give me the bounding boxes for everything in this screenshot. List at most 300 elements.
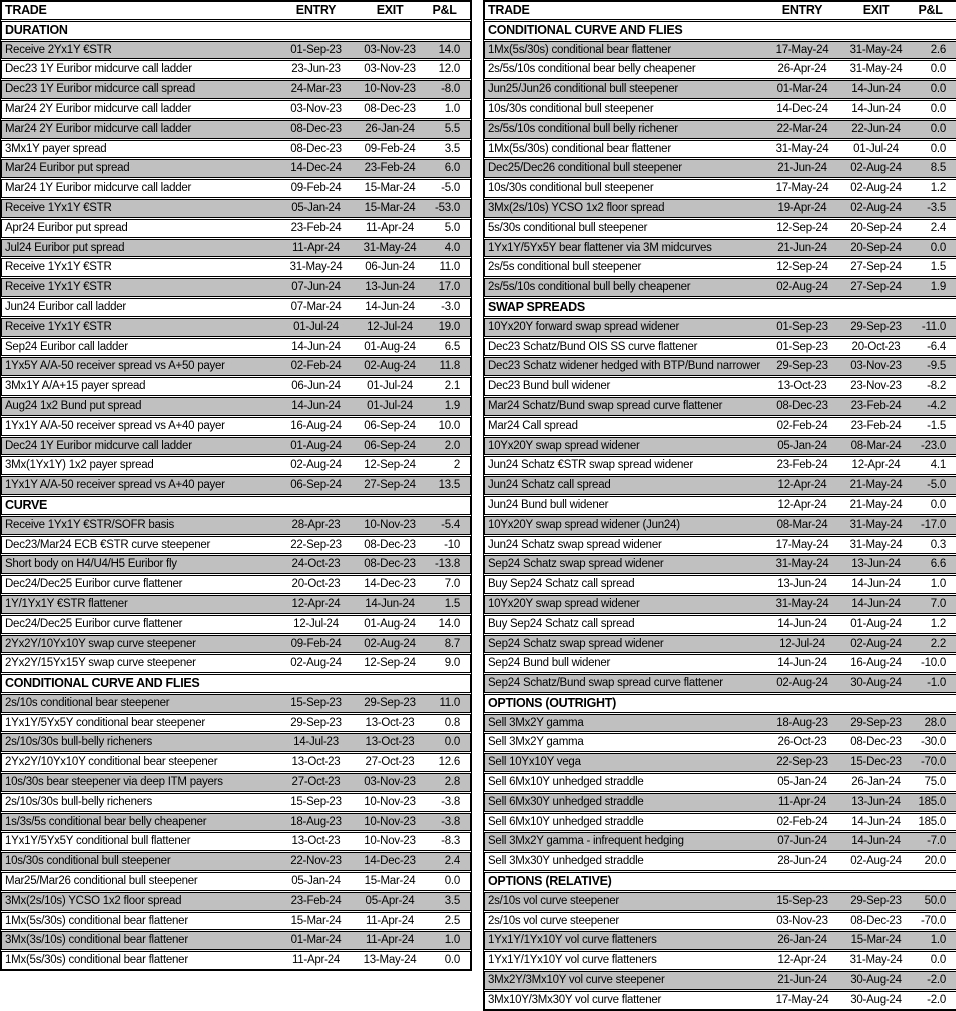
- pnl-cell: 6.0: [444, 162, 460, 175]
- entry-date-cell: 18-Aug-23: [776, 716, 828, 729]
- pnl-cell: 2.5: [444, 914, 460, 927]
- exit-date-cell: 08-Dec-23: [850, 914, 902, 927]
- pnl-cell: -8.2: [927, 380, 946, 393]
- entry-date-cell: 21-Jun-24: [777, 974, 827, 987]
- pnl-cell: -2.0: [927, 993, 946, 1006]
- exit-date-cell: 29-Sep-23: [850, 716, 902, 729]
- exit-date-cell: 05-Apr-24: [365, 894, 415, 907]
- trades-table-left: [0, 0, 472, 971]
- trade-name-cell: Short body on H4/U4/H5 Euribor fly: [5, 558, 177, 571]
- table-row: [484, 140, 956, 159]
- trade-name-cell: 2s/5s/10s conditional bull belly richener: [488, 122, 678, 135]
- pnl-cell: 11.8: [439, 360, 460, 373]
- trade-name-cell: Mar25/Mar26 conditional bull steepener: [5, 875, 198, 888]
- exit-date-cell: 14-Jun-24: [851, 597, 901, 610]
- exit-date-cell: 10-Nov-23: [364, 83, 416, 96]
- entry-date-cell: 12-Apr-24: [777, 498, 827, 511]
- entry-date-cell: 31-May-24: [775, 597, 829, 610]
- pnl-cell: 0.0: [930, 241, 946, 254]
- entry-date-cell: 28-Apr-23: [291, 518, 341, 531]
- pnl-cell: 2: [453, 459, 460, 472]
- trade-name-cell: 1Mx(5s/30s) conditional bear flattener: [488, 142, 671, 155]
- exit-date-cell: 30-Aug-24: [850, 974, 902, 987]
- exit-date-cell: 13-Jun-24: [851, 795, 901, 808]
- exit-date-cell: 02-Aug-24: [364, 360, 416, 373]
- pnl-cell: 10.0: [438, 419, 460, 432]
- pnl-cell: -17.0: [921, 518, 946, 531]
- entry-date-cell: 26-Apr-24: [777, 63, 827, 76]
- exit-date-cell: 10-Nov-23: [364, 835, 416, 848]
- exit-date-cell: 01-Jul-24: [367, 399, 413, 412]
- trade-name-cell: 3Mx1Y A/A+15 payer spread: [5, 380, 146, 393]
- table-row: [484, 595, 956, 614]
- entry-date-cell: 29-Sep-23: [776, 360, 828, 373]
- table-row: [1, 951, 471, 970]
- pnl-cell: 1.5: [444, 597, 460, 610]
- table-row: [1, 931, 471, 950]
- trade-name-cell: Mar24 2Y Euribor midcurve call ladder: [5, 122, 192, 135]
- trade-name-cell: Dec24/Dec25 Euribor curve flattener: [5, 617, 183, 630]
- entry-date-cell: 27-Oct-23: [291, 776, 341, 789]
- section-title: OPTIONS (RELATIVE): [488, 874, 612, 889]
- entry-date-cell: 22-Nov-23: [290, 855, 342, 868]
- entry-date-cell: 15-Mar-24: [290, 914, 342, 927]
- section-title: DURATION: [5, 22, 68, 37]
- pnl-cell: -1.5: [927, 419, 946, 432]
- pnl-cell: 19.0: [438, 320, 460, 333]
- trade-name-cell: Receive 1Yx1Y €STR: [5, 261, 112, 274]
- section-header-row: [484, 694, 956, 713]
- trade-name-cell: Sell 6Mx10Y unhedged straddle: [488, 776, 644, 789]
- pnl-cell: 14.0: [438, 617, 460, 630]
- exit-date-cell: 23-Feb-24: [364, 162, 416, 175]
- pnl-cell: -3.8: [441, 795, 460, 808]
- trade-name-cell: 1Mx(5s/30s) conditional bear flattener: [5, 914, 188, 927]
- trade-name-cell: Jun25/Jun26 conditional bull steepener: [488, 83, 678, 96]
- entry-date-cell: 02-Aug-24: [776, 281, 828, 294]
- exit-date-cell: 14-Dec-23: [364, 578, 416, 591]
- trade-name-cell: 1s/3s/5s conditional bear belly cheapener: [5, 815, 207, 828]
- pnl-cell: 0.0: [444, 736, 460, 749]
- table-row: [484, 971, 956, 990]
- trade-name-cell: Dec23 Schatz/Bund OIS SS curve flattener: [488, 340, 698, 353]
- trade-name-cell: 3Mx(2s/10s) YCSO 1x2 floor spread: [488, 201, 665, 214]
- column-header-exit: EXIT: [376, 3, 404, 17]
- entry-date-cell: 19-Apr-24: [777, 201, 827, 214]
- entry-date-cell: 17-May-24: [775, 993, 829, 1006]
- trade-name-cell: 2Yx2Y/15Yx15Y swap curve steepener: [5, 657, 196, 670]
- trade-name-cell: Mar24 Schatz/Bund swap spread curve flattener: [488, 399, 723, 412]
- entry-date-cell: 11-Apr-24: [291, 241, 341, 254]
- column-header-row: [484, 1, 956, 20]
- pnl-cell: 2.6: [930, 43, 946, 56]
- section-header-row: [1, 674, 471, 693]
- table-row: [1, 120, 471, 139]
- entry-date-cell: 21-Jun-24: [777, 162, 827, 175]
- column-header-row: [1, 1, 471, 20]
- column-header-entry: ENTRY: [295, 3, 337, 17]
- pnl-cell: 5.0: [444, 221, 460, 234]
- table-row: [1, 476, 471, 495]
- entry-date-cell: 31-May-24: [775, 558, 829, 571]
- exit-date-cell: 11-Apr-24: [365, 221, 415, 234]
- trade-name-cell: 2s/10s vol curve steepener: [488, 914, 619, 927]
- section-title: SWAP SPREADS: [488, 299, 585, 314]
- table-row: [1, 516, 471, 535]
- pnl-cell: 3.5: [444, 894, 460, 907]
- exit-date-cell: 22-Jun-24: [851, 122, 901, 135]
- trade-name-cell: 2s/10s conditional bear steepener: [5, 696, 170, 709]
- entry-date-cell: 09-Feb-24: [290, 182, 342, 195]
- entry-date-cell: 06-Jun-24: [291, 380, 341, 393]
- table-row: [484, 793, 956, 812]
- trade-name-cell: Jun24 Schatz swap spread widener: [488, 538, 662, 551]
- entry-date-cell: 12-Jul-24: [293, 617, 339, 630]
- pnl-cell: 185.0: [918, 795, 946, 808]
- entry-date-cell: 03-Nov-23: [776, 914, 828, 927]
- pnl-cell: 12.6: [438, 756, 460, 769]
- table-row: [484, 80, 956, 99]
- trade-name-cell: Dec23/Mar24 ECB €STR curve steepener: [5, 538, 211, 551]
- trade-name-cell: Mar24 Euribor put spread: [5, 162, 130, 175]
- table-row: [1, 595, 471, 614]
- table-row: [484, 635, 956, 654]
- entry-date-cell: 24-Mar-23: [290, 83, 342, 96]
- pnl-cell: -53.0: [435, 201, 460, 214]
- trade-name-cell: 2s/10s/30s bull-belly richeners: [5, 795, 152, 808]
- entry-date-cell: 08-Dec-23: [290, 122, 342, 135]
- entry-date-cell: 14-Jun-24: [291, 399, 341, 412]
- entry-date-cell: 14-Jun-24: [777, 657, 827, 670]
- exit-date-cell: 27-Oct-23: [365, 756, 415, 769]
- pnl-cell: 0.0: [930, 498, 946, 511]
- table-row: [1, 60, 471, 79]
- pnl-cell: -5.4: [441, 518, 460, 531]
- table-row: [1, 635, 471, 654]
- trade-name-cell: Receive 2Yx1Y €STR: [5, 43, 112, 56]
- entry-date-cell: 02-Feb-24: [290, 360, 342, 373]
- exit-date-cell: 09-Feb-24: [364, 142, 416, 155]
- trade-name-cell: 10Yx20Y forward swap spread widener: [488, 320, 680, 333]
- entry-date-cell: 29-Sep-23: [290, 716, 342, 729]
- pnl-cell: -6.4: [927, 340, 946, 353]
- pnl-cell: -3.0: [441, 300, 460, 313]
- entry-date-cell: 01-Sep-23: [290, 43, 342, 56]
- pnl-cell: 0.0: [444, 875, 460, 888]
- trade-name-cell: Mar24 2Y Euribor midcurve call ladder: [5, 102, 192, 115]
- pnl-cell: 2.8: [444, 776, 460, 789]
- entry-date-cell: 24-Oct-23: [291, 558, 341, 571]
- pnl-cell: 7.0: [444, 578, 460, 591]
- exit-date-cell: 14-Jun-24: [851, 835, 901, 848]
- trade-name-cell: 1Yx1Y A/A-50 receiver spread vs A+40 payer: [5, 479, 225, 492]
- table-row: [1, 219, 471, 238]
- trade-name-cell: Sell 10Yx10Y vega: [488, 756, 581, 769]
- entry-date-cell: 08-Dec-23: [290, 142, 342, 155]
- entry-date-cell: 14-Jun-24: [291, 340, 341, 353]
- pnl-cell: 1.9: [444, 399, 460, 412]
- entry-date-cell: 01-Aug-24: [290, 439, 342, 452]
- trade-name-cell: Receive 1Yx1Y €STR: [5, 201, 112, 214]
- entry-date-cell: 22-Sep-23: [290, 538, 342, 551]
- exit-date-cell: 13-Jun-24: [851, 558, 901, 571]
- table-row: [484, 41, 956, 60]
- table-row: [1, 456, 471, 475]
- exit-date-cell: 02-Aug-24: [850, 182, 902, 195]
- trade-name-cell: 1Yx1Y/5Yx5Y conditional bull flattener: [5, 835, 191, 848]
- table-row: [484, 179, 956, 198]
- table-row: [1, 437, 471, 456]
- table-row: [484, 516, 956, 535]
- table-row: [1, 41, 471, 60]
- pnl-cell: 2.4: [930, 221, 946, 234]
- trade-name-cell: 1Yx1Y/5Yx5Y bear flattener via 3M midcurves: [488, 241, 712, 254]
- trade-name-cell: 2s/5s/10s conditional bull belly cheapener: [488, 281, 691, 294]
- table-row: [1, 892, 471, 911]
- trade-name-cell: 10s/30s conditional bull steepener: [488, 102, 654, 115]
- exit-date-cell: 06-Sep-24: [364, 439, 416, 452]
- trade-name-cell: Mar24 1Y Euribor midcurve call ladder: [5, 182, 192, 195]
- table-row: [484, 219, 956, 238]
- table-row: [484, 417, 956, 436]
- exit-date-cell: 29-Sep-23: [850, 894, 902, 907]
- table-row: [1, 773, 471, 792]
- entry-date-cell: 14-Dec-24: [776, 102, 828, 115]
- entry-date-cell: 12-Sep-24: [776, 221, 828, 234]
- table-row: [1, 912, 471, 931]
- exit-date-cell: 14-Jun-24: [851, 578, 901, 591]
- section-title: CONDITIONAL CURVE AND FLIES: [488, 22, 683, 37]
- pnl-cell: 2.1: [444, 380, 460, 393]
- trade-name-cell: 2s/10s/30s bull-belly richeners: [5, 736, 152, 749]
- trade-name-cell: Sep24 Bund bull widener: [488, 657, 611, 670]
- exit-date-cell: 26-Jan-24: [365, 122, 415, 135]
- exit-date-cell: 15-Mar-24: [364, 182, 416, 195]
- table-row: [1, 714, 471, 733]
- pnl-cell: -2.0: [927, 974, 946, 987]
- pnl-cell: 5.5: [444, 122, 460, 135]
- entry-date-cell: 31-May-24: [289, 261, 343, 274]
- pnl-cell: 1.5: [930, 261, 946, 274]
- table-row: [484, 159, 956, 178]
- exit-date-cell: 08-Dec-23: [850, 736, 902, 749]
- entry-date-cell: 12-Apr-24: [777, 954, 827, 967]
- pnl-cell: 8.7: [444, 637, 460, 650]
- pnl-cell: -10.0: [921, 657, 946, 670]
- exit-date-cell: 02-Aug-24: [850, 201, 902, 214]
- entry-date-cell: 03-Nov-23: [290, 102, 342, 115]
- table-row: [484, 912, 956, 931]
- trade-name-cell: Jun24 Schatz call spread: [488, 479, 611, 492]
- exit-date-cell: 27-Sep-24: [364, 479, 416, 492]
- section-header-row: [484, 872, 956, 891]
- trade-name-cell: 2s/10s vol curve steepener: [488, 894, 619, 907]
- exit-date-cell: 29-Sep-23: [850, 320, 902, 333]
- trade-name-cell: Dec23 Bund bull widener: [488, 380, 611, 393]
- exit-date-cell: 31-May-24: [849, 518, 903, 531]
- trade-name-cell: 10Yx20Y swap spread widener (Jun24): [488, 518, 680, 531]
- trade-name-cell: Buy Sep24 Schatz call spread: [488, 617, 635, 630]
- entry-date-cell: 17-May-24: [775, 538, 829, 551]
- entry-date-cell: 22-Sep-23: [776, 756, 828, 769]
- exit-date-cell: 15-Mar-24: [850, 934, 902, 947]
- exit-date-cell: 31-May-24: [849, 538, 903, 551]
- pnl-cell: 28.0: [924, 716, 946, 729]
- exit-date-cell: 26-Jan-24: [851, 776, 901, 789]
- exit-date-cell: 31-May-24: [849, 43, 903, 56]
- entry-date-cell: 23-Feb-24: [290, 221, 342, 234]
- trade-name-cell: Dec23 1Y Euribor midcurve call ladder: [5, 63, 192, 76]
- trade-name-cell: Mar24 Call spread: [488, 419, 578, 432]
- table-row: [1, 872, 471, 891]
- entry-date-cell: 01-Mar-24: [776, 83, 828, 96]
- trade-name-cell: 10s/30s conditional bull steepener: [5, 855, 171, 868]
- table-row: [1, 753, 471, 772]
- entry-date-cell: 13-Oct-23: [291, 756, 341, 769]
- entry-date-cell: 02-Aug-24: [290, 459, 342, 472]
- entry-date-cell: 01-Jul-24: [293, 320, 339, 333]
- exit-date-cell: 06-Sep-24: [364, 419, 416, 432]
- pnl-cell: -10: [444, 538, 460, 551]
- pnl-cell: 1.0: [930, 578, 946, 591]
- entry-date-cell: 18-Aug-23: [290, 815, 342, 828]
- table-row: [1, 813, 471, 832]
- table-row: [1, 140, 471, 159]
- exit-date-cell: 30-Aug-24: [850, 677, 902, 690]
- section-title: CONDITIONAL CURVE AND FLIES: [5, 676, 200, 691]
- pnl-cell: 8.5: [930, 162, 946, 175]
- pnl-cell: 0.0: [930, 102, 946, 115]
- pnl-cell: 0.0: [930, 122, 946, 135]
- entry-date-cell: 12-Jul-24: [779, 637, 825, 650]
- table-row: [1, 199, 471, 218]
- table-row: [484, 555, 956, 574]
- exit-date-cell: 01-Jul-24: [367, 380, 413, 393]
- pnl-cell: -11.0: [921, 320, 946, 333]
- trade-name-cell: Apr24 Euribor put spread: [5, 221, 128, 234]
- exit-date-cell: 21-May-24: [849, 498, 903, 511]
- trade-name-cell: 2s/5s conditional bull steepener: [488, 261, 642, 274]
- table-row: [1, 258, 471, 277]
- entry-date-cell: 05-Jan-24: [777, 776, 827, 789]
- trade-name-cell: 10Yx20Y swap spread widener: [488, 597, 640, 610]
- table-row: [484, 892, 956, 911]
- table-row: [1, 100, 471, 119]
- trade-name-cell: 3Mx10Y/3Mx30Y vol curve flattener: [488, 993, 662, 1006]
- exit-date-cell: 08-Mar-24: [850, 439, 902, 452]
- table-row: [1, 397, 471, 416]
- entry-date-cell: 05-Jan-24: [291, 201, 341, 214]
- trade-name-cell: Sell 6Mx10Y unhedged straddle: [488, 815, 644, 828]
- trade-name-cell: Sep24 Euribor call ladder: [5, 340, 128, 353]
- section-header-row: [1, 21, 471, 40]
- entry-date-cell: 14-Dec-24: [290, 162, 342, 175]
- table-row: [484, 991, 956, 1010]
- pnl-cell: 0.0: [930, 83, 946, 96]
- exit-date-cell: 11-Apr-24: [365, 934, 415, 947]
- exit-date-cell: 03-Nov-23: [364, 63, 416, 76]
- exit-date-cell: 31-May-24: [849, 63, 903, 76]
- entry-date-cell: 20-Oct-23: [291, 578, 341, 591]
- pnl-cell: 11.0: [439, 261, 460, 274]
- trade-name-cell: Receive 1Yx1Y €STR/SOFR basis: [5, 518, 174, 531]
- table-row: [484, 496, 956, 515]
- entry-date-cell: 26-Jan-24: [777, 934, 827, 947]
- pnl-cell: 7.0: [930, 597, 946, 610]
- exit-date-cell: 20-Oct-23: [851, 340, 901, 353]
- trade-name-cell: 1Yx5Y A/A-50 receiver spread vs A+50 payer: [5, 360, 225, 373]
- table-row: [1, 318, 471, 337]
- trade-name-cell: 3Mx(3s/10s) conditional bear flattener: [5, 934, 188, 947]
- pnl-cell: -9.5: [927, 360, 946, 373]
- entry-date-cell: 02-Feb-24: [776, 815, 828, 828]
- trade-name-cell: Sell 3Mx2Y gamma: [488, 716, 584, 729]
- trade-name-cell: Jun24 Euribor call ladder: [5, 300, 126, 313]
- pnl-cell: 2.0: [444, 439, 460, 452]
- pnl-cell: -8.0: [441, 83, 460, 96]
- entry-date-cell: 12-Sep-24: [776, 261, 828, 274]
- exit-date-cell: 13-May-24: [363, 954, 417, 967]
- exit-date-cell: 14-Jun-24: [851, 815, 901, 828]
- entry-date-cell: 09-Feb-24: [290, 637, 342, 650]
- pnl-cell: 1.2: [930, 617, 946, 630]
- pnl-cell: 0.8: [444, 716, 460, 729]
- exit-date-cell: 30-Aug-24: [850, 993, 902, 1006]
- entry-date-cell: 02-Aug-24: [776, 677, 828, 690]
- trade-name-cell: 1Mx(5s/30s) conditional bear flattener: [488, 43, 671, 56]
- exit-date-cell: 11-Apr-24: [365, 914, 415, 927]
- pnl-cell: -1.0: [927, 677, 946, 690]
- pnl-cell: 11.0: [439, 696, 460, 709]
- exit-date-cell: 27-Sep-24: [850, 261, 902, 274]
- column-header-trade: TRADE: [488, 3, 530, 17]
- pnl-cell: 50.0: [924, 894, 946, 907]
- table-row: [1, 733, 471, 752]
- table-row: [484, 397, 956, 416]
- table-row: [1, 832, 471, 851]
- entry-date-cell: 13-Jun-24: [777, 578, 827, 591]
- table-row: [1, 555, 471, 574]
- exit-date-cell: 02-Aug-24: [850, 855, 902, 868]
- exit-date-cell: 20-Sep-24: [850, 241, 902, 254]
- table-row: [484, 674, 956, 693]
- table-row: [484, 476, 956, 495]
- exit-date-cell: 31-May-24: [849, 954, 903, 967]
- pnl-cell: 75.0: [924, 776, 946, 789]
- exit-date-cell: 12-Apr-24: [851, 459, 901, 472]
- exit-date-cell: 01-Aug-24: [364, 617, 416, 630]
- entry-date-cell: 11-Apr-24: [777, 795, 827, 808]
- entry-date-cell: 15-Sep-23: [776, 894, 828, 907]
- pnl-cell: -5.0: [441, 182, 460, 195]
- pnl-cell: 20.0: [924, 855, 946, 868]
- column-header-trade: TRADE: [5, 3, 47, 17]
- trade-name-cell: Aug24 1x2 Bund put spread: [5, 399, 142, 412]
- table-row: [484, 338, 956, 357]
- trade-name-cell: Buy Sep24 Schatz call spread: [488, 578, 635, 591]
- exit-date-cell: 10-Nov-23: [364, 795, 416, 808]
- entry-date-cell: 01-Sep-23: [776, 340, 828, 353]
- table-row: [484, 852, 956, 871]
- table-row: [1, 536, 471, 555]
- trade-name-cell: Dec24 1Y Euribor midcurve call ladder: [5, 439, 192, 452]
- table-row: [484, 456, 956, 475]
- table-row: [484, 199, 956, 218]
- exit-date-cell: 31-May-24: [363, 241, 417, 254]
- entry-date-cell: 07-Jun-24: [291, 281, 341, 294]
- trade-name-cell: 2Yx2Y/10Yx10Y swap curve steepener: [5, 637, 196, 650]
- table-row: [1, 278, 471, 297]
